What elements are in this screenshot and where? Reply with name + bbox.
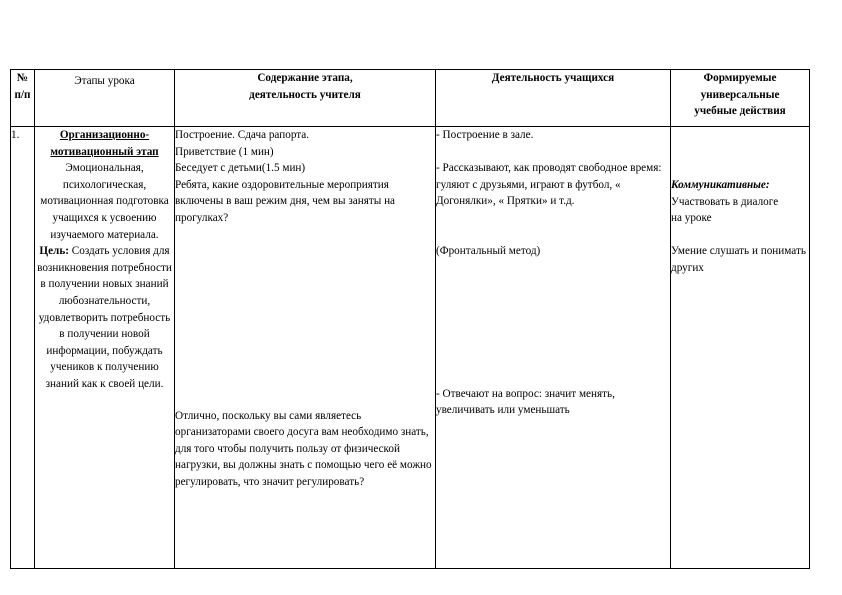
stage-description: Эмоциональная, психологическая, мотивационная подготовка учащихся к усвоению изучаемого материала. <box>40 162 169 241</box>
content-explanation: Отлично, поскольку вы сами являетесь организаторами своего досуга вам необходимо знать, для того чтобы получить пользу от физической нагрузки, вы должны знать с помощью чего её можно регулировать, что значит регулировать? <box>175 409 432 488</box>
content-line: Построение. Сдача рапорта. <box>175 129 310 141</box>
header-stages: Этапы урока <box>35 70 175 127</box>
content-line: Беседует с детьми(1.5 мин) <box>175 162 306 175</box>
activity-answer: - Отвечают на вопрос: значит менять, увеличивать или уменьшать <box>436 387 615 417</box>
content-question: Ребята, какие оздоровительные мероприятия включены в ваш режим дня, чем вы заняты на прогулках? <box>175 178 396 224</box>
activity-method: (Фронтальный метод) <box>436 244 541 257</box>
row-number: 1. <box>11 127 35 569</box>
header-num: № п/п <box>11 70 35 127</box>
activity-line: - Рассказывают, как проводят свободное время: гуляют с друзьями, играют в футбол, « Догонялки», « Прятки» и т.д. <box>436 162 662 208</box>
content-line: Приветствие (1 мин) <box>175 145 274 158</box>
header-uud: Формируемые универсальные учебные действия <box>671 70 810 127</box>
uud-cell <box>671 127 810 569</box>
uud-heading: Коммуникативные: <box>671 179 770 191</box>
uud-item: Умение слушать и понимать других <box>671 245 806 274</box>
activity-cell <box>436 127 671 569</box>
stage-goal <box>37 245 172 390</box>
lesson-plan-table <box>10 69 810 569</box>
table-header-row <box>11 70 810 127</box>
stage-cell <box>35 127 175 569</box>
goal-label: Цель: <box>39 245 69 258</box>
stage-title: Организационно-мотивационный этап <box>50 129 159 158</box>
header-activity: Деятельность учащихся <box>436 70 671 127</box>
goal-text: Создать условия для возникновения потребности в получении новых знаний любознательности, удовлетворить потребность в получении новой информации, побуждать учеников к получению знаний как к своей цели. <box>37 245 172 390</box>
content-cell <box>175 127 436 569</box>
uud-item: Участвовать в диалоге на уроке <box>671 195 779 225</box>
header-content: Содержание этапа, деятельность учителя <box>175 70 436 127</box>
table-row <box>11 127 810 569</box>
activity-line: - Построение в зале. <box>436 129 534 141</box>
